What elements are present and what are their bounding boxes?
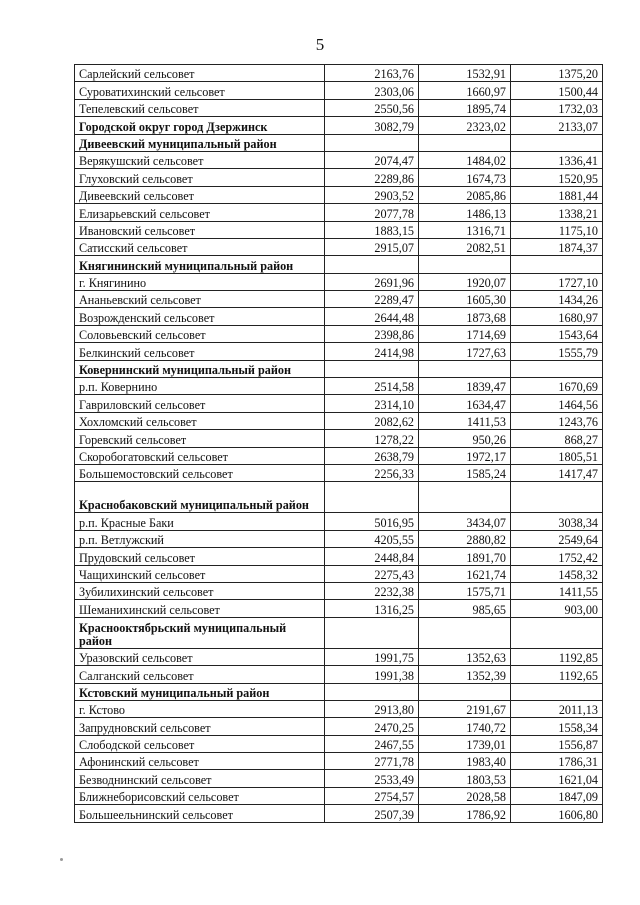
row-value-1-cell: 2533,49 — [325, 770, 419, 787]
row-value-2-cell: 1484,02 — [419, 151, 511, 168]
row-value-1-cell: 2289,86 — [325, 169, 419, 186]
row-name-cell: Верякушский сельсовет — [75, 151, 325, 168]
row-value-2-cell: 1634,47 — [419, 395, 511, 412]
row-value-1-cell — [325, 683, 419, 700]
row-value-2-cell: 1316,71 — [419, 221, 511, 238]
row-name-cell: Скоробогатовский сельсовет — [75, 447, 325, 464]
table-row — [75, 238, 603, 255]
row-value-1-cell: 1883,15 — [325, 221, 419, 238]
row-value-3-cell: 1543,64 — [511, 325, 603, 342]
table-row — [75, 204, 603, 221]
row-value-2-cell: 1891,70 — [419, 548, 511, 565]
row-name-cell: Большеельнинский сельсовет — [75, 805, 325, 822]
table-body — [75, 65, 603, 823]
row-name-cell: Городской округ город Дзержинск — [75, 117, 325, 134]
row-value-1-cell: 2256,33 — [325, 464, 419, 481]
row-name-cell: Княгининский муниципальный район — [75, 256, 325, 273]
row-name-cell: р.п. Ковернино — [75, 378, 325, 395]
row-value-1-cell: 2903,52 — [325, 186, 419, 203]
row-name-cell: Возрожденский сельсовет — [75, 308, 325, 325]
row-value-2-cell: 2028,58 — [419, 787, 511, 804]
row-value-3-cell — [511, 482, 603, 513]
table-row — [75, 378, 603, 395]
row-value-3-cell: 1434,26 — [511, 291, 603, 308]
row-value-1-cell: 4205,55 — [325, 530, 419, 547]
row-value-1-cell: 2913,80 — [325, 700, 419, 717]
row-name-cell: г. Кстово — [75, 700, 325, 717]
row-value-2-cell — [419, 683, 511, 700]
row-name-cell: Афонинский сельсовет — [75, 753, 325, 770]
row-value-2-cell: 1714,69 — [419, 325, 511, 342]
row-name-cell: Запрудновский сельсовет — [75, 718, 325, 735]
row-value-2-cell: 1786,92 — [419, 805, 511, 822]
row-value-1-cell: 2448,84 — [325, 548, 419, 565]
row-value-3-cell: 2549,64 — [511, 530, 603, 547]
row-name-cell: Ивановский сельсовет — [75, 221, 325, 238]
row-value-3-cell: 868,27 — [511, 430, 603, 447]
row-value-3-cell: 1881,44 — [511, 186, 603, 203]
row-value-1-cell: 2303,06 — [325, 82, 419, 99]
row-value-2-cell: 1739,01 — [419, 735, 511, 752]
table-row — [75, 308, 603, 325]
row-name-cell: Шеманихинский сельсовет — [75, 600, 325, 617]
table-row — [75, 82, 603, 99]
row-value-3-cell: 1556,87 — [511, 735, 603, 752]
row-value-1-cell: 1278,22 — [325, 430, 419, 447]
row-value-1-cell: 3082,79 — [325, 117, 419, 134]
table-row — [75, 169, 603, 186]
row-name-cell: Суроватихинский сельсовет — [75, 82, 325, 99]
row-name-cell: Соловьевский сельсовет — [75, 325, 325, 342]
row-value-3-cell: 1192,65 — [511, 666, 603, 683]
row-name-cell: Белкинский сельсовет — [75, 343, 325, 360]
row-value-1-cell: 1316,25 — [325, 600, 419, 617]
row-name-cell: Краснобаковский муниципальный район — [75, 482, 325, 513]
table-row — [75, 430, 603, 447]
table-row — [75, 395, 603, 412]
row-value-3-cell — [511, 683, 603, 700]
row-value-2-cell: 1352,63 — [419, 648, 511, 665]
row-value-3-cell: 1752,42 — [511, 548, 603, 565]
row-value-1-cell: 2644,48 — [325, 308, 419, 325]
row-value-2-cell: 1605,30 — [419, 291, 511, 308]
table-row — [75, 548, 603, 565]
row-value-1-cell — [325, 617, 419, 648]
row-name-cell: Безводнинский сельсовет — [75, 770, 325, 787]
margin-dot — [60, 858, 63, 861]
row-value-3-cell: 1727,10 — [511, 273, 603, 290]
row-value-3-cell: 2011,13 — [511, 700, 603, 717]
row-name-cell: Хохломский сельсовет — [75, 412, 325, 429]
row-value-2-cell: 1873,68 — [419, 308, 511, 325]
row-value-1-cell: 2514,58 — [325, 378, 419, 395]
row-value-2-cell: 2880,82 — [419, 530, 511, 547]
page-number: 5 — [315, 35, 325, 54]
table-row — [75, 291, 603, 308]
row-name-cell: Сарлейский сельсовет — [75, 65, 325, 82]
row-value-1-cell: 2077,78 — [325, 204, 419, 221]
row-name-cell: Елизарьевский сельсовет — [75, 204, 325, 221]
row-value-3-cell: 1874,37 — [511, 238, 603, 255]
table-row — [75, 770, 603, 787]
row-value-2-cell: 1740,72 — [419, 718, 511, 735]
row-value-2-cell: 1895,74 — [419, 99, 511, 116]
row-value-2-cell: 1585,24 — [419, 464, 511, 481]
row-value-3-cell: 1411,55 — [511, 582, 603, 599]
tariff-table — [74, 64, 603, 823]
row-value-2-cell — [419, 617, 511, 648]
table-row — [75, 151, 603, 168]
row-name-cell: г. Княгинино — [75, 273, 325, 290]
row-value-1-cell — [325, 482, 419, 513]
district-row — [75, 683, 603, 700]
row-value-3-cell: 2133,07 — [511, 117, 603, 134]
row-name-cell: Горевский сельсовет — [75, 430, 325, 447]
row-value-3-cell: 903,00 — [511, 600, 603, 617]
table-row — [75, 65, 603, 82]
row-value-2-cell — [419, 482, 511, 513]
table-row — [75, 600, 603, 617]
table-row — [75, 464, 603, 481]
row-name-cell: Слободской сельсовет — [75, 735, 325, 752]
row-value-1-cell: 2507,39 — [325, 805, 419, 822]
row-value-1-cell: 2398,86 — [325, 325, 419, 342]
row-value-3-cell — [511, 360, 603, 377]
row-value-2-cell — [419, 134, 511, 151]
district-row — [75, 360, 603, 377]
row-value-3-cell: 1606,80 — [511, 805, 603, 822]
row-value-3-cell: 1336,41 — [511, 151, 603, 168]
row-value-3-cell — [511, 134, 603, 151]
table-row — [75, 666, 603, 683]
row-value-1-cell: 2082,62 — [325, 412, 419, 429]
row-value-3-cell: 1243,76 — [511, 412, 603, 429]
row-value-1-cell: 1991,38 — [325, 666, 419, 683]
row-name-cell: р.п. Красные Баки — [75, 513, 325, 530]
row-name-cell: Дивеевский муниципальный район — [75, 134, 325, 151]
row-name-cell: р.п. Ветлужский — [75, 530, 325, 547]
row-name-cell: Зубилихинский сельсовет — [75, 582, 325, 599]
row-name-cell: Дивеевский сельсовет — [75, 186, 325, 203]
row-name-cell: Уразовский сельсовет — [75, 648, 325, 665]
row-value-1-cell — [325, 134, 419, 151]
table-row — [75, 700, 603, 717]
row-value-1-cell — [325, 256, 419, 273]
row-name-cell: Краснооктябрьский муниципальный район — [75, 617, 325, 648]
table-row — [75, 718, 603, 735]
row-value-2-cell: 1972,17 — [419, 447, 511, 464]
table-row — [75, 530, 603, 547]
row-name-cell: Ананьевский сельсовет — [75, 291, 325, 308]
row-value-2-cell: 2082,51 — [419, 238, 511, 255]
row-name-cell: Тепелевский сельсовет — [75, 99, 325, 116]
table-row — [75, 582, 603, 599]
district-row — [75, 117, 603, 134]
row-value-2-cell: 1411,53 — [419, 412, 511, 429]
row-value-2-cell — [419, 360, 511, 377]
row-value-3-cell: 1458,32 — [511, 565, 603, 582]
row-value-1-cell: 2915,07 — [325, 238, 419, 255]
row-value-3-cell: 1558,34 — [511, 718, 603, 735]
table-row — [75, 787, 603, 804]
row-value-2-cell: 1532,91 — [419, 65, 511, 82]
row-value-1-cell: 2691,96 — [325, 273, 419, 290]
table-row — [75, 513, 603, 530]
row-value-3-cell: 1555,79 — [511, 343, 603, 360]
row-name-cell: Ближнеборисовский сельсовет — [75, 787, 325, 804]
row-value-1-cell: 1991,75 — [325, 648, 419, 665]
row-value-2-cell: 1727,63 — [419, 343, 511, 360]
row-value-3-cell — [511, 256, 603, 273]
row-name-cell: Кстовский муниципальный район — [75, 683, 325, 700]
row-value-1-cell: 5016,95 — [325, 513, 419, 530]
table-row — [75, 99, 603, 116]
row-value-3-cell: 1680,97 — [511, 308, 603, 325]
district-row — [75, 617, 603, 648]
row-value-3-cell: 1417,47 — [511, 464, 603, 481]
row-value-2-cell: 1575,71 — [419, 582, 511, 599]
row-value-3-cell: 1520,95 — [511, 169, 603, 186]
row-value-2-cell: 1660,97 — [419, 82, 511, 99]
table-row — [75, 753, 603, 770]
row-value-1-cell: 2163,76 — [325, 65, 419, 82]
row-value-1-cell: 2414,98 — [325, 343, 419, 360]
row-value-3-cell: 1786,31 — [511, 753, 603, 770]
row-value-2-cell: 1983,40 — [419, 753, 511, 770]
row-value-1-cell: 2771,78 — [325, 753, 419, 770]
table-row — [75, 343, 603, 360]
row-name-cell: Ковернинский муниципальный район — [75, 360, 325, 377]
row-value-3-cell: 1464,56 — [511, 395, 603, 412]
district-row — [75, 256, 603, 273]
table-row — [75, 735, 603, 752]
row-value-1-cell: 2289,47 — [325, 291, 419, 308]
row-value-1-cell — [325, 360, 419, 377]
row-value-3-cell: 1805,51 — [511, 447, 603, 464]
row-name-cell: Салганский сельсовет — [75, 666, 325, 683]
table-row — [75, 273, 603, 290]
table-row — [75, 325, 603, 342]
row-name-cell: Большемостовский сельсовет — [75, 464, 325, 481]
row-value-1-cell: 2467,55 — [325, 735, 419, 752]
table-row — [75, 648, 603, 665]
row-value-1-cell: 2275,43 — [325, 565, 419, 582]
row-value-2-cell: 985,65 — [419, 600, 511, 617]
table-row — [75, 186, 603, 203]
row-value-2-cell: 1674,73 — [419, 169, 511, 186]
row-value-3-cell: 1621,04 — [511, 770, 603, 787]
row-name-cell: Глуховский сельсовет — [75, 169, 325, 186]
row-value-2-cell: 2085,86 — [419, 186, 511, 203]
row-value-2-cell: 950,26 — [419, 430, 511, 447]
row-value-3-cell: 1192,85 — [511, 648, 603, 665]
row-value-2-cell: 1920,07 — [419, 273, 511, 290]
row-value-1-cell: 2550,56 — [325, 99, 419, 116]
row-value-1-cell: 2638,79 — [325, 447, 419, 464]
row-name-cell: Гавриловский сельсовет — [75, 395, 325, 412]
row-name-cell: Чащихинский сельсовет — [75, 565, 325, 582]
table-row — [75, 447, 603, 464]
row-value-3-cell: 1338,21 — [511, 204, 603, 221]
row-value-2-cell: 1803,53 — [419, 770, 511, 787]
row-value-2-cell: 1486,13 — [419, 204, 511, 221]
row-value-2-cell: 1352,39 — [419, 666, 511, 683]
table-row — [75, 412, 603, 429]
row-value-3-cell: 1670,69 — [511, 378, 603, 395]
row-value-2-cell: 1621,74 — [419, 565, 511, 582]
table-row — [75, 221, 603, 238]
row-value-2-cell: 3434,07 — [419, 513, 511, 530]
row-value-2-cell: 1839,47 — [419, 378, 511, 395]
row-value-3-cell: 1847,09 — [511, 787, 603, 804]
row-value-1-cell: 2754,57 — [325, 787, 419, 804]
row-value-1-cell: 2232,38 — [325, 582, 419, 599]
row-value-1-cell: 2074,47 — [325, 151, 419, 168]
row-name-cell: Сатисский сельсовет — [75, 238, 325, 255]
row-value-2-cell — [419, 256, 511, 273]
row-value-3-cell: 1732,03 — [511, 99, 603, 116]
row-name-cell: Прудовский сельсовет — [75, 548, 325, 565]
row-value-1-cell: 2470,25 — [325, 718, 419, 735]
table-row — [75, 565, 603, 582]
row-value-3-cell: 3038,34 — [511, 513, 603, 530]
district-row — [75, 482, 603, 513]
row-value-1-cell: 2314,10 — [325, 395, 419, 412]
row-value-2-cell: 2323,02 — [419, 117, 511, 134]
district-row — [75, 134, 603, 151]
table-row — [75, 805, 603, 822]
row-value-3-cell: 1175,10 — [511, 221, 603, 238]
row-value-3-cell: 1500,44 — [511, 82, 603, 99]
row-value-3-cell — [511, 617, 603, 648]
row-value-3-cell: 1375,20 — [511, 65, 603, 82]
row-value-2-cell: 2191,67 — [419, 700, 511, 717]
